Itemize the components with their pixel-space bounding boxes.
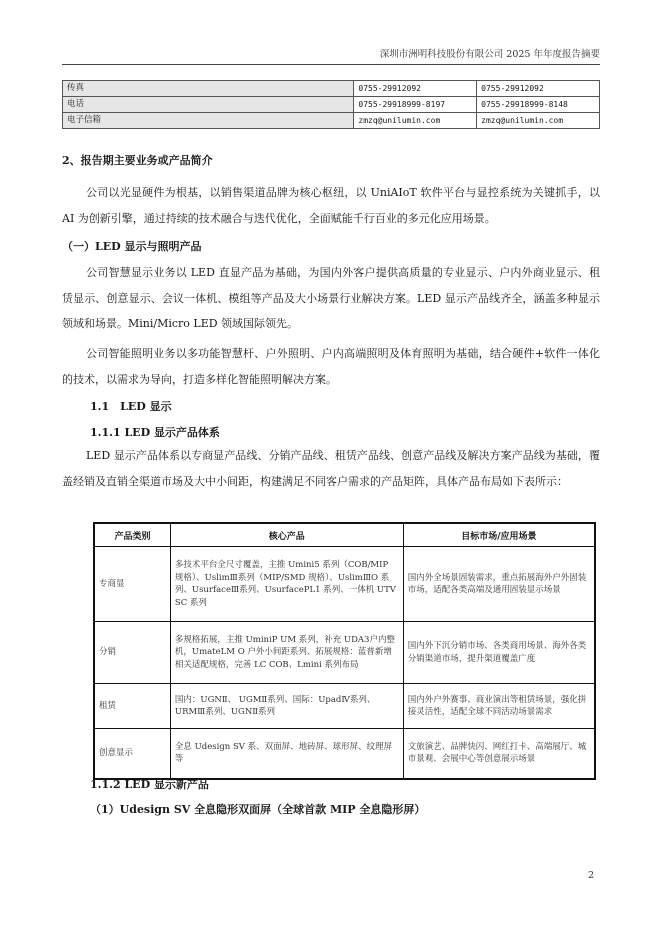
core-products: 多技术平台全尺寸覆盖，主推 Umini5 系列（COB/MIP 规格）、UslimⅢ系列（MIP/SMD 规格）、UslimⅢO 系列、UsurfaceⅢ系列、UsurfacePL1 系列、一体机 UTV SC 系列: [170, 547, 403, 622]
contact-value: zmzq@unilumin.com: [354, 113, 477, 129]
target-market: 国内外下沉分销市场、各类商用场景、海外各类分销渠道市场，提升渠道覆盖广度: [403, 622, 595, 684]
new-product-heading: （1）Udesign SV 全息隐形双面屏（全球首款 MIP 全息隐形屏）: [90, 803, 426, 816]
table-header-row: [94, 523, 595, 547]
product-category: 租赁: [94, 684, 170, 729]
core-products: 国内：UGNⅡ、 UGMⅡ系列、国际：UpadⅣ系列、URMⅢ系列、UGNⅡ系列: [170, 684, 403, 729]
page-number: 2: [588, 870, 595, 881]
table-row: [94, 622, 595, 684]
heading-1-1: 1.1 LED 显示: [90, 400, 172, 413]
contact-table: [62, 80, 600, 129]
display-business-paragraph: 公司智慧显示业务以 LED 直显产品为基础，为国内外客户提供高质量的专业显示、户内外商业显示、租赁显示、创意显示、会议一体机、模组等产品及大小场景行业解决方案。LED 显示产品线齐全，涵盖多种显示领域和场景。Mini/Micro LED 领域国际领先。: [62, 266, 600, 330]
table-row: [94, 684, 595, 729]
product-category: 创意显示: [94, 729, 170, 779]
contact-label-phone: 电话: [63, 97, 354, 113]
product-category: 分销: [94, 622, 170, 684]
contact-value: 0755-29912092: [354, 81, 477, 97]
heading-1-1-2: 1.1.2 LED 显示新产品: [90, 778, 209, 791]
intro-paragraph: 公司以光显硬件为根基，以销售渠道品牌为核心枢纽，以 UniAIoT 软件平台与显控系统为关键抓手，以 AI 为创新引擎，通过持续的技术融合与迭代优化，全面赋能千行百业的多元化应用场景。: [62, 186, 600, 225]
column-header: 产品类别: [94, 523, 170, 547]
contact-value: 0755-29918999-8197: [354, 97, 477, 113]
contact-value: 0755-29912092: [477, 81, 600, 97]
target-market: 文旅演艺、品牌快闪、网红打卡、高端展厅、城市景观、会展中心等创意展示场景: [403, 729, 595, 779]
product-category: 专商显: [94, 547, 170, 622]
contact-value: 0755-29918999-8148: [477, 97, 600, 113]
header-divider: [62, 64, 600, 65]
core-products: 全息 Udesign SV 系、双面屏、地砖屏、球形屏、纹理屏等: [170, 729, 403, 779]
heading-1-1-1: 1.1.1 LED 显示产品体系: [90, 426, 220, 439]
product-table: [93, 522, 596, 780]
column-header: 核心产品: [170, 523, 403, 547]
table-row: [94, 547, 595, 622]
table-row: [94, 729, 595, 779]
contact-label-fax: 传真: [63, 81, 354, 97]
page-header: 深圳市洲明科技股份有限公司 2025 年年度报告摘要: [379, 49, 600, 60]
subsection-heading: （一）LED 显示与照明产品: [62, 240, 202, 253]
table-row: [63, 97, 600, 113]
table-row: [63, 113, 600, 129]
column-header: 目标市场/应用场景: [403, 523, 595, 547]
product-system-paragraph: LED 显示产品体系以专商显产品线、分销产品线、租赁产品线、创意产品线及解决方案产品线为基础，覆盖经销及直销全渠道市场及大中小间距，构建满足不同客户需求的产品矩阵，具体产品布局如下表所示：: [62, 449, 600, 488]
table-row: [63, 81, 600, 97]
target-market: 国内外全场景固装需求，重点拓展海外户外固装市场，适配各类高端及通用固装显示场景: [403, 547, 595, 622]
lighting-business-paragraph: 公司智能照明业务以多功能智慧杆、户外照明、户内高端照明及体育照明为基础，结合硬件+软件一体化的技术，以需求为导向，打造多样化智能照明解决方案。: [62, 347, 600, 386]
section-heading: 2、报告期主要业务或产品简介: [62, 154, 213, 167]
contact-label-email: 电子信箱: [63, 113, 354, 129]
core-products: 多规格拓展，主推 UminiP UM 系列，补充 UDA3户内整机，UmateLM O 户外小间距系列、拓展规格：蓝普新增相关适配规格，完善 LC COB、Lmini 系列布局: [170, 622, 403, 684]
contact-value: zmzq@unilumin.com: [477, 113, 600, 129]
target-market: 国内外户外赛事、商业演出等租赁场景，强化拼接灵活性，适配全球不同活动场景需求: [403, 684, 595, 729]
